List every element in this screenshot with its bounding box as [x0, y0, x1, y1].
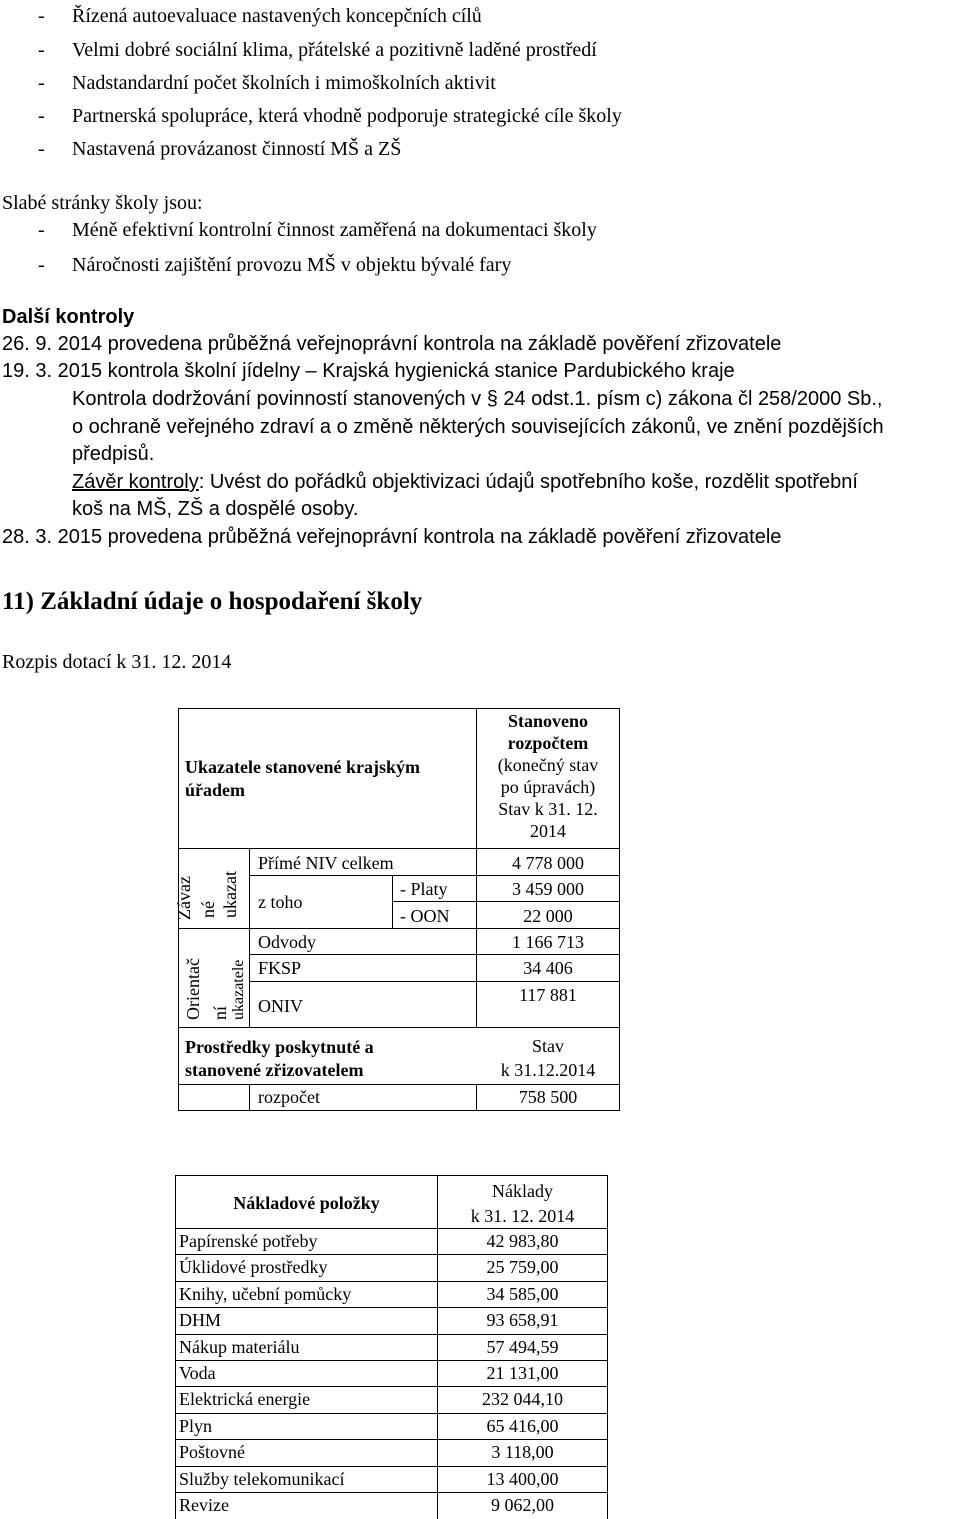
row-label: - Platy: [400, 879, 448, 899]
row-label: - OON: [400, 906, 450, 926]
list-bullet: -: [38, 138, 45, 160]
row-label: z toho: [258, 892, 303, 912]
cost-row-value: 25 759,00: [486, 1257, 559, 1277]
row-label: rozpočet: [258, 1087, 320, 1107]
row-value: 1 166 713: [512, 932, 584, 952]
list-bullet: -: [38, 105, 45, 127]
control-line: koš na MŠ, ZŠ a dospělé osoby.: [72, 498, 359, 520]
row-value: 3 459 000: [512, 879, 584, 899]
row-label: FKSP: [258, 958, 302, 978]
cost-row-value: 34 585,00: [486, 1284, 559, 1304]
row-value: 758 500: [518, 1087, 578, 1107]
cost-row-value: 42 983,80: [486, 1231, 559, 1251]
cost-row-label: Úklidové prostředky: [179, 1257, 328, 1277]
header-right: Stanoveno rozpočtem (konečný stav po úpravách) Stav k 31. 12. 2014: [497, 711, 599, 841]
cost-row-value: 65 416,00: [486, 1416, 559, 1436]
list-bullet: -: [38, 5, 45, 27]
header-left: Ukazatele stanovené krajským: [185, 757, 420, 777]
conclusion-text: : Uvést do pořádků objektivizaci údajů spotřebního koše, rozdělit spotřební: [198, 471, 858, 493]
list-item: Partnerská spolupráce, která vhodně podporuje strategické cíle školy: [72, 105, 622, 127]
list-bullet: -: [38, 72, 45, 94]
control-line: Kontrola dodržování povinností stanovených v § 24 odst.1. písm c) zákona čl 258/2000 Sb.,: [72, 388, 883, 410]
cost-row-value: 93 658,91: [486, 1310, 559, 1330]
list-item: Velmi dobré sociální klima, přátelské a pozitivně laděné prostředí: [72, 39, 597, 61]
control-conclusion: [72, 470, 858, 494]
list-bullet: -: [38, 254, 45, 276]
list-item: Nastavená provázanost činností MŠ a ZŠ: [72, 138, 402, 160]
list-bullet: -: [38, 39, 45, 61]
cost-row-value: 21 131,00: [486, 1363, 559, 1383]
vertical-label: ukazatele: [230, 959, 247, 1020]
cost-row-label: Revize: [179, 1495, 229, 1515]
cost-row-label: Papírenské potřeby: [179, 1231, 318, 1251]
vertical-label: ní: [210, 1005, 230, 1020]
section-title: 11) Základní údaje o hospodaření školy: [2, 588, 423, 615]
subtitle: Rozpis dotací k 31. 12. 2014: [2, 651, 232, 673]
row-label: ONIV: [258, 996, 303, 1016]
founder-label: stanovené zřizovatelem: [185, 1060, 364, 1080]
conclusion-label: Závěr kontroly: [72, 471, 199, 493]
cost-row-label: Voda: [179, 1363, 216, 1383]
row-value: 22 000: [523, 906, 573, 926]
cost-row-label: Nákup materiálu: [179, 1337, 300, 1357]
row-value: 34 406: [523, 958, 573, 978]
cost-row-value: 9 062,00: [491, 1495, 554, 1515]
vertical-label: Závaz: [174, 876, 194, 920]
cost-row-label: Knihy, učební pomůcky: [179, 1284, 352, 1304]
costs-header-left: Nákladové položky: [233, 1193, 380, 1213]
cost-row-value: 3 118,00: [491, 1442, 554, 1462]
cost-row-label: Poštovné: [179, 1442, 246, 1462]
control-line: 28. 3. 2015 provedena průběžná veřejnoprávní kontrola na základě pověření zřizovatele: [2, 526, 782, 548]
vertical-label: ukazat: [220, 871, 240, 918]
control-line: 26. 9. 2014 provedena průběžná veřejnoprávní kontrola na základě pověření zřizovatele: [2, 333, 782, 355]
list-bullet: -: [38, 219, 45, 241]
list-item: Méně efektivní kontrolní činnost zaměřená na dokumentaci školy: [72, 219, 597, 241]
control-line: o ochraně veřejného zdraví a o změně některých souvisejících zákonů, ve znění pozdějších: [72, 416, 884, 438]
list-item: Náročnosti zajištění provozu MŠ v objektu bývalé fary: [72, 254, 512, 276]
control-line: 19. 3. 2015 kontrola školní jídelny – Krajská hygienická stanice Pardubického kraje: [2, 360, 735, 382]
costs-header-right: k 31. 12. 2014: [470, 1206, 575, 1226]
cost-row-label: Služby telekomunikací: [179, 1469, 345, 1489]
cost-row-value: 13 400,00: [486, 1469, 559, 1489]
header-left: úřadem: [185, 780, 245, 800]
vertical-label: né: [198, 901, 218, 918]
list-item: Nadstandardní počet školních i mimoškolních aktivit: [72, 72, 496, 94]
founder-right: Stav: [531, 1036, 564, 1056]
row-value: 117 881: [519, 985, 577, 1005]
founder-right: k 31.12.2014: [500, 1060, 596, 1080]
cost-row-label: Plyn: [179, 1416, 213, 1436]
row-label: Přímé NIV celkem: [258, 853, 394, 873]
other-controls-heading: Další kontroly: [2, 306, 135, 328]
vertical-label: Orientač: [183, 958, 203, 1020]
control-line: předpisů.: [72, 443, 155, 465]
cost-row-value: 232 044,10: [482, 1389, 563, 1409]
costs-header-right: Náklady: [492, 1181, 553, 1201]
row-label: Odvody: [258, 932, 316, 952]
row-value: 4 778 000: [512, 853, 584, 873]
cost-row-label: Elektrická energie: [179, 1389, 311, 1409]
founder-label: Prostředky poskytnuté a: [185, 1037, 374, 1057]
list-item: Řízená autoevaluace nastavených koncepčních cílů: [72, 5, 482, 27]
weak-heading: Slabé stránky školy jsou:: [2, 192, 203, 214]
cost-row-value: 57 494,59: [486, 1337, 559, 1357]
cost-row-label: DHM: [179, 1310, 222, 1330]
